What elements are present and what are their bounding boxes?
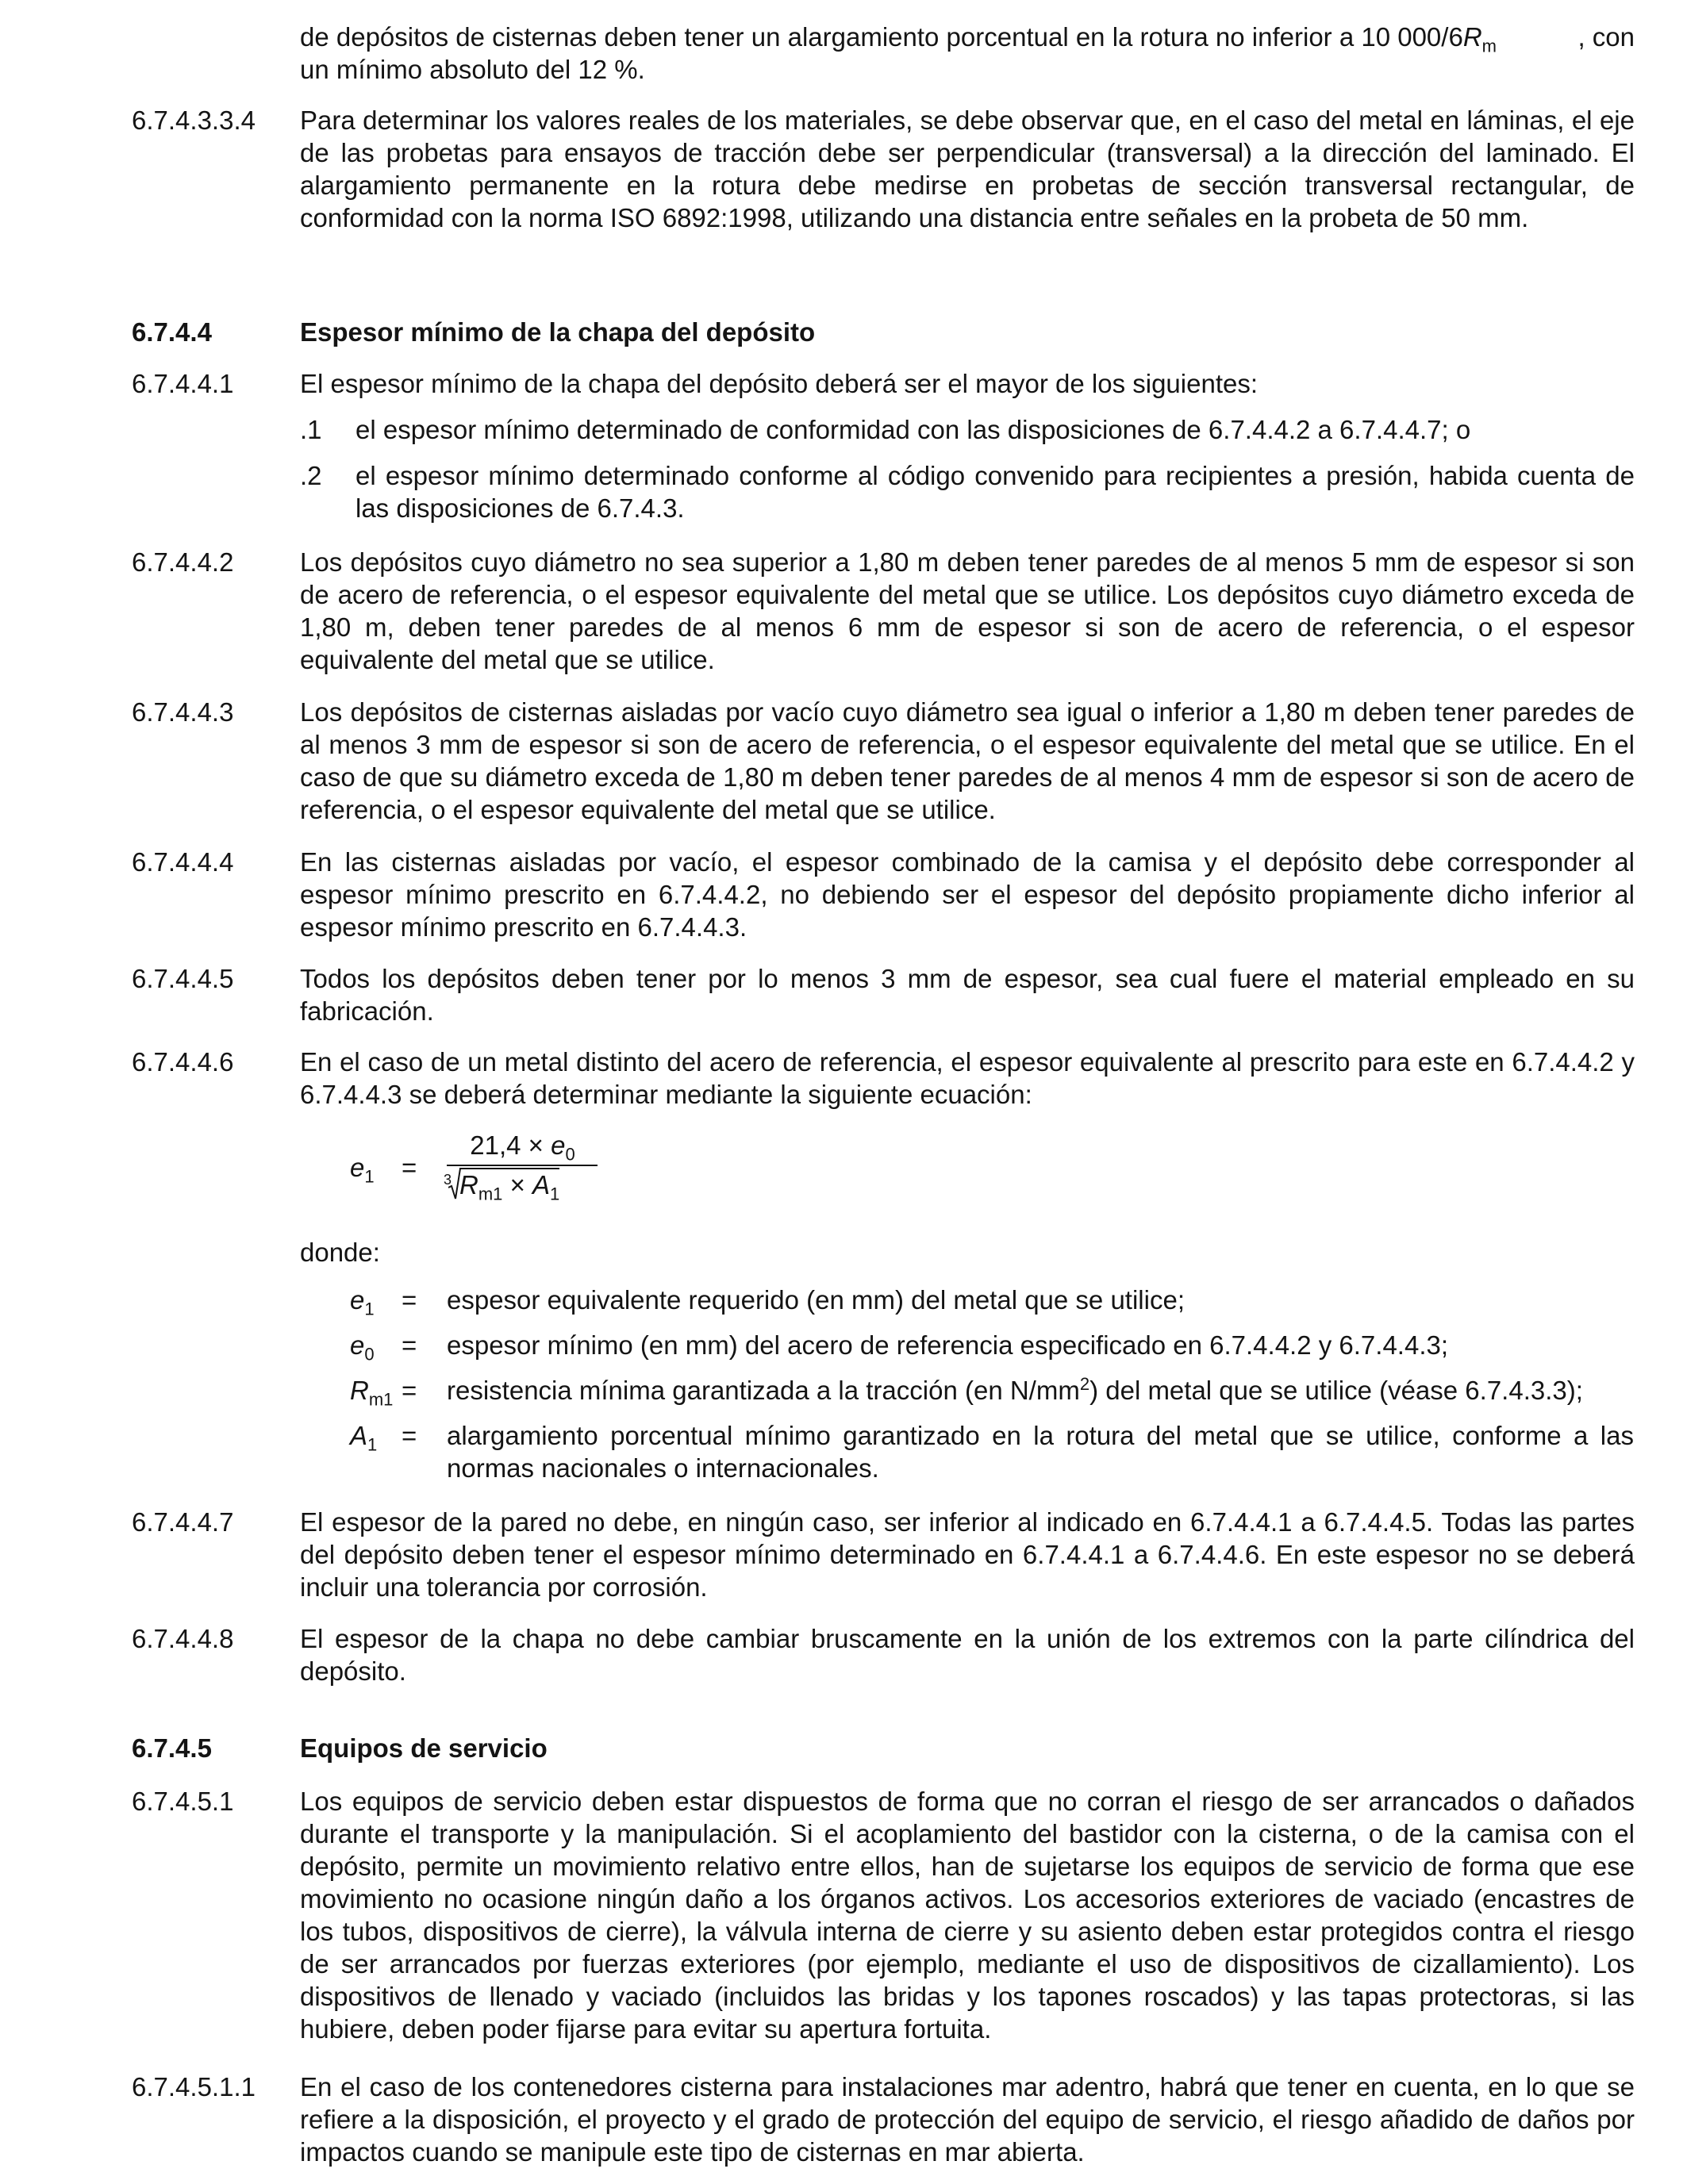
equation-lhs: $e_1$ xyxy=(350,1153,375,1187)
paragraph-text: Los equipos de servicio deben estar dispuestos de forma que no corran el riesgo de ser arrancados o dañados durante el transporte y la manipulación. Si el acoplamiento del bastidor con la cisterna, o de la camisa con el depósito, permite un movimiento relativo entre ellos, han de sujetarse los equipos de servicio de forma que ese movimiento no ocasione ningún daño a los órganos activos. Los accesorios exteriores de vaciado (encastres de los tubos, dispositivos de cierre), la válvula interna de cierre y su asiento deben estar protegidos contra el riesgo de ser arrancados por fuerzas exteriores (por ejemplo, mediante el uso de dispositivos de cizallamiento). Los dispositivos de llenado y vaciado (incluidos las bridas y los tapones roscados) y las tapas protectoras, si las hubiere, deben poder fijarse para evitar su apertura fortuita. xyxy=(300,1787,1635,2044)
equation-denominator xyxy=(444,1169,560,1204)
intro-line-1 xyxy=(300,21,1635,56)
list-marker: .2 xyxy=(300,461,322,490)
variable-definition xyxy=(350,1419,1634,1484)
paragraph-6.7.4.4.8 xyxy=(132,1622,1635,1687)
list-marker: .1 xyxy=(300,415,322,444)
variable-description: resistencia mínima garantizada a la tracción (en $N/mm^2$) del metal que se utilice (véase 6.7.4.3.3); xyxy=(447,1374,1583,1405)
paragraph-6.7.4.4.5 xyxy=(132,962,1635,1027)
variable-definition xyxy=(350,1374,1634,1410)
paragraph-text: Los depósitos cuyo diámetro no sea superior a 1,80 m deben tener paredes de al menos 5 mm de espesor si son de acero de referencia, o el espesor equivalente del metal que se utilice. Los depósitos cuyo diámetro exceda de 1,80 m, deben tener paredes de al menos 6 mm de espesor si son de acero de referencia, o el espesor equivalente del metal que se utilice. xyxy=(300,547,1635,674)
paragraph-6.7.4.3.3.4 xyxy=(132,104,1635,234)
paragraph-6.7.4.5.1 xyxy=(132,1785,1635,2045)
paragraph-text: Para determinar los valores reales de los materiales, se debe observar que, en el caso del metal en láminas, el eje de las probetas para ensayos de tracción debe ser perpendicular (transversal) a la dirección del laminado. El alargamiento permanente en la rotura debe medirse en probetas de sección transversal rectangular, de conformidad con la norma ISO 6892:1998, utilizando una distancia entre señales en la probeta de 50 mm. xyxy=(300,106,1635,232)
rm-subscript: m xyxy=(1481,36,1497,56)
heading-6.7.4.5 xyxy=(132,1732,1635,1764)
intro-line-2: un mínimo absoluto del 12 %. xyxy=(300,55,645,84)
section-number: 6.7.4.4.1 xyxy=(132,369,234,398)
paragraph-text: En las cisternas aisladas por vacío, el espesor combinado de la camisa y el depósito debe corresponder al espesor mínimo prescrito en 6.7.4.4.2, no debiendo ser el espesor del depósito propiamente dicho inferior al espesor mínimo prescrito en 6.7.4.4.3. xyxy=(300,847,1635,942)
equals-sign: = xyxy=(402,1153,417,1182)
equals-sign: = xyxy=(402,1376,417,1405)
list-item-text: el espesor mínimo determinado de conformidad con las disposiciones de 6.7.4.4.2 a 6.7.4.4.7; o xyxy=(355,415,1471,444)
section-heading: Espesor mínimo de la chapa del depósito xyxy=(300,317,816,347)
section-number: 6.7.4.4.3 xyxy=(132,697,234,727)
section-number: 6.7.4.5.1 xyxy=(132,1787,234,1816)
equals-sign: = xyxy=(402,1285,417,1315)
variable-description: espesor mínimo (en mm) del acero de referencia especificado en 6.7.4.4.2 y 6.7.4.4.3; xyxy=(447,1330,1449,1360)
equation-numerator: $21,4 \times e_0$ xyxy=(470,1130,575,1165)
list-item-text: el espesor mínimo determinado conforme al código convenido para recipientes a presión, habida cuenta de las disposiciones de 6.7.4.3. xyxy=(355,461,1635,523)
paragraph-6.7.4.4.3 xyxy=(132,696,1635,826)
intro-paragraph xyxy=(132,21,1635,86)
paragraph-text: El espesor mínimo de la chapa del depósito deberá ser el mayor de los siguientes: xyxy=(300,369,1259,398)
section-number: 6.7.4.4.4 xyxy=(132,847,234,877)
variable-description: alargamiento porcentual mínimo garantizado en la rotura del metal que se utilice, conforme a las normas nacionales o internacionales. xyxy=(447,1421,1634,1483)
section-number: 6.7.4.4 xyxy=(132,317,212,347)
equals-sign: = xyxy=(402,1421,417,1450)
paragraph-text: Todos los depósitos deben tener por lo menos 3 mm de espesor, sea cual fuere el material empleado en su fabricación. xyxy=(300,964,1635,1026)
list-item xyxy=(300,413,1635,446)
section-number: 6.7.4.5 xyxy=(132,1733,212,1763)
cube-root: 3 $R_{m1} \times A_1$ xyxy=(444,1169,559,1201)
paragraph-6.7.4.4.1 xyxy=(132,367,1635,400)
intro-text: de depósitos de cisternas deben tener un alargamiento porcentual en la rotura no inferior a 10 000/6 xyxy=(300,22,1463,52)
fraction-bar xyxy=(447,1165,598,1166)
radical-sign-icon xyxy=(448,1169,461,1200)
paragraph-6.7.4.4.4 xyxy=(132,846,1635,943)
section-number: 6.7.4.4.5 xyxy=(132,964,234,993)
paragraph-6.7.4.4.7 xyxy=(132,1506,1635,1603)
paragraph-6.7.4.4.6 xyxy=(132,1046,1635,1111)
section-number: 6.7.4.4.2 xyxy=(132,547,234,577)
root-index: 3 xyxy=(444,1172,452,1188)
paragraph-text: El espesor de la pared no debe, en ningún caso, ser inferior al indicado en 6.7.4.4.1 a 6.7.4.4.5. Todas las partes del depósito deben tener el espesor mínimo determinado en 6.7.4.4.1 a 6.7.4.4.6. En este espesor no se deberá incluir una tolerancia por corrosión. xyxy=(300,1507,1635,1602)
paragraph-text: En el caso de un metal distinto del acero de referencia, el espesor equivalente al prescrito para este en 6.7.4.4.2 y 6.7.4.4.3 se deberá determinar mediante la siguiente ecuación: xyxy=(300,1047,1635,1109)
paragraph-text: Los depósitos de cisternas aisladas por vacío cuyo diámetro sea igual o inferior a 1,80 m deben tener paredes de al menos 3 mm de espesor si son de acero de referencia, o el espesor equivalente del metal que se utilice. En el caso de que su diámetro exceda de 1,80 m deben tener paredes de al menos 4 mm de espesor si son de acero de referencia, o el espesor equivalente del metal que se utilice. xyxy=(300,697,1635,824)
variable-symbol: $e_0$ xyxy=(350,1330,375,1365)
paragraph-6.7.4.5.1.1 xyxy=(132,2071,1635,2168)
list-item xyxy=(300,459,1635,524)
section-number: 6.7.4.3.3.4 xyxy=(132,106,256,135)
paragraph-text: En el caso de los contenedores cisterna para instalaciones mar adentro, habrá que tener en cuenta, en lo que se refiere a la disposición, el proyecto y el grado de protección del equipo de servicio, el riesgo añadido de daños por impactos cuando se manipule este tipo de cisternas en mar abierta. xyxy=(300,2072,1635,2167)
variable-definition xyxy=(350,1329,1634,1365)
variable-description: espesor equivalente requerido (en mm) del metal que se utilice; xyxy=(447,1285,1185,1315)
section-number: 6.7.4.4.7 xyxy=(132,1507,234,1537)
section-number: 6.7.4.5.1.1 xyxy=(132,2072,256,2101)
variable-symbol: $R_{m1}$ xyxy=(350,1376,394,1410)
paragraph-text: El espesor de la chapa no debe cambiar bruscamente en la unión de los extremos con la parte cilíndrica del depósito. xyxy=(300,1624,1635,1686)
heading-6.7.4.4 xyxy=(132,316,1635,348)
paragraph-6.7.4.4.2 xyxy=(132,546,1635,676)
intro-text-end: , con xyxy=(1577,22,1635,52)
section-number: 6.7.4.4.8 xyxy=(132,1624,234,1653)
section-number: 6.7.4.4.6 xyxy=(132,1047,234,1077)
variable-symbol: $A_1$ xyxy=(350,1421,378,1455)
variable-symbol: $e_1$ xyxy=(350,1285,375,1319)
rm-symbol: R xyxy=(1462,22,1482,52)
variable-definition xyxy=(350,1284,1634,1319)
thickness-equation xyxy=(350,1129,588,1216)
donde-label: donde: xyxy=(300,1238,380,1267)
equals-sign: = xyxy=(402,1330,417,1360)
section-heading: Equipos de servicio xyxy=(300,1733,548,1763)
